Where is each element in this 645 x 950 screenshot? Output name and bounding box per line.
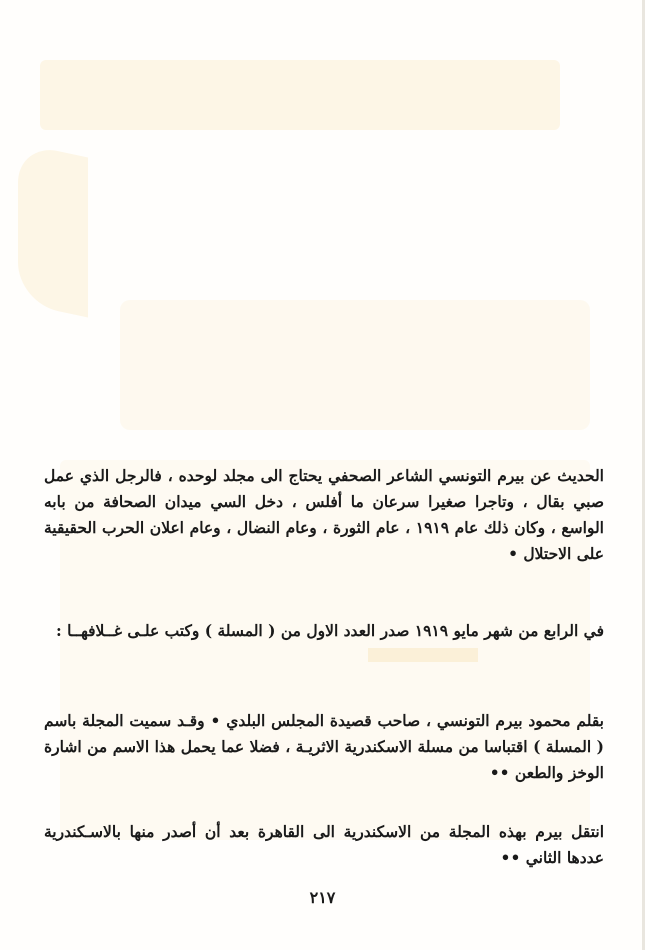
watermark-shape [18,143,88,318]
watermark-shape [40,60,560,130]
watermark-shape [368,648,478,662]
paragraph-3: بقلم محمود بيرم التونسي ، صاحب قصيدة المجلس البلدي • وقـد سميت المجلة باسم ( المسلة ) اقتباسا من مسلة الاسكندرية الاثريـة ، فضلا عما يحمل هذا الاسم من اشارة الوخز والطعن •• [44,710,604,782]
page-number: ٢١٧ [309,888,336,907]
paragraph-1: الحديث عن بيرم التونسي الشاعر الصحفي يحتاج الى مجلد لوحده ، فالرجل الذي عمل صبي بقال ، وتاجرا صغيرا سرعان ما أفلس ، دخل السي ميدان الصحافة من بابه الواسع ، وكان ذلك عام ١٩١٩ ، عام الثورة ، وعام النضال ، وعام اعلان الحرب الحقيقية على الاحتلال • [44,465,604,563]
paragraph-4: انتقل بيرم بهذه المجلة من الاسكندرية الى القاهرة بعد أن أصدر منها بالاسـكندرية عددها الثاني •• [44,821,604,867]
watermark-shape [120,300,590,430]
paragraph-2: في الرابع من شهر مايو ١٩١٩ صدر العدد الاول من ( المسلة ) وكتب علـى غــلافهــا : [56,620,604,640]
